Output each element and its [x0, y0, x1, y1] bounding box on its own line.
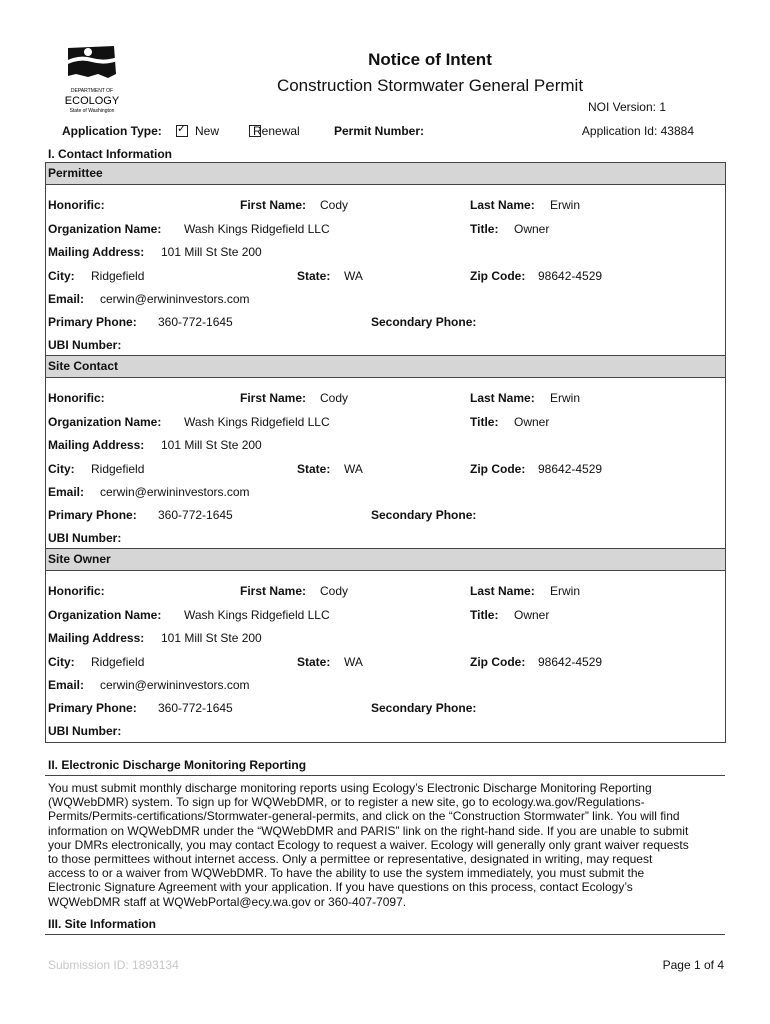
last-name-value: Erwin	[550, 391, 581, 405]
zip-label: Zip Code:	[470, 462, 526, 476]
zip-value: 98642-4529	[538, 655, 603, 669]
primary-phone-label: Primary Phone:	[48, 315, 137, 329]
title-value: Owner	[514, 415, 550, 429]
organization-value: Wash Kings Ridgefield LLC	[184, 222, 330, 236]
zip-value: 98642-4529	[538, 269, 603, 283]
secondary-phone-label: Secondary Phone:	[371, 701, 477, 715]
document-title: Notice of Intent	[368, 50, 492, 69]
svg-text:DEPARTMENT OF: DEPARTMENT OF	[70, 88, 114, 94]
organization-label: Organization Name:	[48, 415, 162, 429]
zip-label: Zip Code:	[470, 269, 526, 283]
mailing-address-value: 101 Mill St Ste 200	[161, 631, 262, 645]
secondary-phone-label: Secondary Phone:	[371, 315, 477, 329]
section-1-title: I. Contact Information	[48, 147, 172, 161]
title-label: Title:	[470, 415, 499, 429]
email-value: cerwin@erwininvestors.com	[100, 678, 250, 692]
permittee-header: Permittee	[45, 162, 726, 185]
mailing-address-label: Mailing Address:	[48, 245, 145, 259]
organization-label: Organization Name:	[48, 608, 162, 622]
state-label: State:	[297, 269, 331, 283]
application-type-label: Application Type:	[62, 124, 162, 138]
email-label: Email:	[48, 292, 85, 306]
city-value: Ridgefield	[91, 269, 145, 283]
email-value: cerwin@erwininvestors.com	[100, 292, 250, 306]
state-label: State:	[297, 655, 331, 669]
city-label: City:	[48, 462, 75, 476]
ubi-number-label: UBI Number:	[48, 531, 122, 545]
site-owner-header: Site Owner	[45, 548, 726, 571]
primary-phone-value: 360-772-1645	[158, 315, 233, 329]
last-name-value: Erwin	[550, 584, 581, 598]
first-name-label: First Name:	[240, 391, 307, 405]
mailing-address-value: 101 Mill St Ste 200	[161, 438, 262, 452]
application-id: Application Id: 43884	[581, 124, 694, 138]
mailing-address-label: Mailing Address:	[48, 631, 145, 645]
submission-id: Submission ID: 1893134	[48, 958, 179, 972]
permit-number-label: Permit Number:	[334, 124, 425, 138]
primary-phone-value: 360-772-1645	[158, 701, 233, 715]
section-2-paragraph: You must submit monthly discharge monitoring reports using Ecology’s Electronic Discharge Monitoring Reporting (WQWebDMR) system. To sign up for WQWebDMR, or to register a new site, go to ecology.wa.gov/Regulations- Permits/Permits-certifications/Stormwater-general-permits, and click on the “Construction Stormwater” link. You will find information on WQWebDMR under the “WQWebDMR and PARIS” link on the right-hand side. If you are unable to submit your DMRs electronically, you may contact Ecology to request a waiver. Ecology will generally only grant waiver requests to those permittees without internet access. Only a permittee or representative, designated in writing, may request access to or a waiver from WQWebDMR. To have the ability to use the system immediately, you must submit the Electronic Signature Agreement with your application. If you have questions on this process, contact Ecology’s WQWebDMR staff at WQWebPortal@ecy.wa.gov or 360-407-7097.	[48, 781, 689, 909]
last-name-label: Last Name:	[470, 391, 535, 405]
section-2-title: II. Electronic Discharge Monitoring Reporting	[48, 758, 307, 772]
first-name-label: First Name:	[240, 198, 307, 212]
zip-label: Zip Code:	[470, 655, 526, 669]
ubi-number-label: UBI Number:	[48, 724, 122, 738]
first-name-value: Cody	[320, 391, 349, 405]
state-label: State:	[297, 462, 331, 476]
state-value: WA	[344, 269, 363, 283]
section-3-title: III. Site Information	[48, 917, 157, 931]
last-name-value: Erwin	[550, 198, 581, 212]
city-label: City:	[48, 269, 75, 283]
ubi-number-label: UBI Number:	[48, 338, 122, 352]
last-name-label: Last Name:	[470, 198, 535, 212]
svg-text:State of Washington: State of Washington	[69, 108, 115, 114]
email-value: cerwin@erwininvestors.com	[100, 485, 250, 499]
title-value: Owner	[514, 608, 550, 622]
first-name-value: Cody	[320, 584, 349, 598]
primary-phone-label: Primary Phone:	[48, 508, 137, 522]
section-3-divider	[45, 934, 725, 935]
secondary-phone-label: Secondary Phone:	[371, 508, 477, 522]
zip-value: 98642-4529	[538, 462, 603, 476]
organization-value: Wash Kings Ridgefield LLC	[184, 415, 330, 429]
city-value: Ridgefield	[91, 655, 145, 669]
state-value: WA	[344, 462, 363, 476]
section-2-divider	[45, 775, 725, 776]
first-name-label: First Name:	[240, 584, 307, 598]
email-label: Email:	[48, 485, 85, 499]
organization-label: Organization Name:	[48, 222, 162, 236]
site-contact-box	[45, 377, 726, 550]
page-number: Page 1 of 4	[662, 958, 724, 972]
city-value: Ridgefield	[91, 462, 145, 476]
document-subtitle: Construction Stormwater General Permit	[276, 76, 584, 95]
noi-version: NOI Version: 1	[587, 100, 666, 114]
permittee-box	[45, 184, 726, 357]
new-checkbox[interactable]	[176, 125, 188, 137]
title-label: Title:	[470, 608, 499, 622]
mailing-address-label: Mailing Address:	[48, 438, 145, 452]
new-label: New	[195, 124, 220, 138]
svg-text:ECOLOGY: ECOLOGY	[64, 95, 120, 107]
city-label: City:	[48, 655, 75, 669]
honorific-label: Honorific:	[48, 391, 105, 405]
title-value: Owner	[514, 222, 550, 236]
primary-phone-value: 360-772-1645	[158, 508, 233, 522]
first-name-value: Cody	[320, 198, 349, 212]
honorific-label: Honorific:	[48, 198, 105, 212]
organization-value: Wash Kings Ridgefield LLC	[184, 608, 330, 622]
state-value: WA	[344, 655, 363, 669]
last-name-label: Last Name:	[470, 584, 535, 598]
mailing-address-value: 101 Mill St Ste 200	[161, 245, 262, 259]
primary-phone-label: Primary Phone:	[48, 701, 137, 715]
renewal-label: Renewal	[253, 124, 300, 138]
title-label: Title:	[470, 222, 499, 236]
site-owner-box	[45, 570, 726, 743]
email-label: Email:	[48, 678, 85, 692]
honorific-label: Honorific:	[48, 584, 105, 598]
site-contact-header: Site Contact	[45, 355, 726, 378]
